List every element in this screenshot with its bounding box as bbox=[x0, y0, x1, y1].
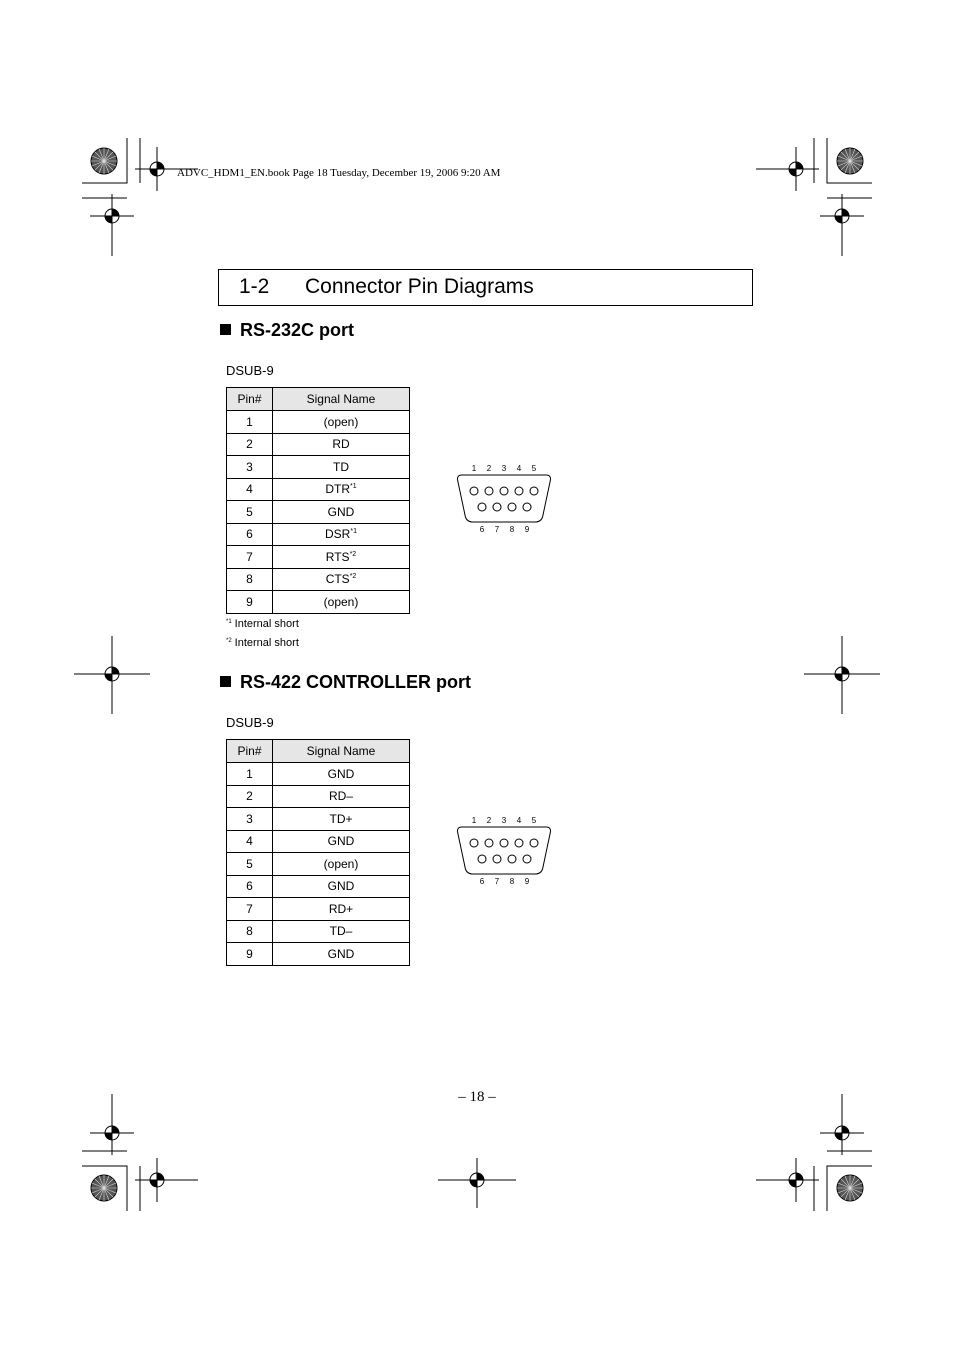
pin-hole bbox=[485, 487, 493, 495]
pin-label: 4 bbox=[516, 464, 522, 473]
signal-name: TD+ bbox=[273, 808, 410, 831]
col-header-pin: Pin# bbox=[227, 740, 273, 763]
table-row bbox=[227, 763, 410, 786]
signal-name: (open) bbox=[273, 853, 410, 876]
pin-hole bbox=[493, 855, 501, 863]
pin-number: 7 bbox=[227, 546, 273, 569]
table-row bbox=[227, 591, 410, 614]
pin-hole bbox=[470, 839, 478, 847]
pin-hole bbox=[500, 487, 508, 495]
pin-hole bbox=[523, 503, 531, 511]
page-number: – 18 – bbox=[458, 1089, 496, 1105]
connector-shell bbox=[458, 827, 551, 874]
pin-hole bbox=[508, 503, 516, 511]
signal-name: RD– bbox=[273, 785, 410, 808]
col-header-signal: Signal Name bbox=[273, 740, 410, 763]
pin-number: 5 bbox=[227, 501, 273, 524]
footnote-2: $^{*2}$ Internal short bbox=[226, 637, 299, 649]
pin-number: 1 bbox=[227, 763, 273, 786]
pin-hole bbox=[523, 855, 531, 863]
pin-number: 4 bbox=[227, 830, 273, 853]
pin-number: 8 bbox=[227, 568, 273, 591]
pin-hole bbox=[500, 839, 508, 847]
col-header-signal: Signal Name bbox=[273, 388, 410, 411]
pin-number: 5 bbox=[227, 853, 273, 876]
pin-label: 3 bbox=[501, 464, 507, 473]
rs422-dsub9-diagram bbox=[454, 814, 556, 888]
signal-name: DSR$^{*1}$ bbox=[273, 523, 410, 546]
pin-number: 3 bbox=[227, 808, 273, 831]
pin-hole bbox=[470, 487, 478, 495]
signal-name: RD bbox=[273, 433, 410, 456]
pin-number: 2 bbox=[227, 433, 273, 456]
pin-label: 9 bbox=[524, 877, 530, 886]
table-row bbox=[227, 943, 410, 966]
signal-name: (open) bbox=[273, 591, 410, 614]
signal-name: GND bbox=[273, 763, 410, 786]
table-row bbox=[227, 853, 410, 876]
pin-label: 8 bbox=[509, 877, 515, 886]
pin-label: 5 bbox=[531, 816, 537, 825]
pin-hole bbox=[530, 487, 538, 495]
table-row bbox=[227, 830, 410, 853]
table-row bbox=[227, 920, 410, 943]
pin-hole bbox=[478, 503, 486, 511]
table-row bbox=[227, 898, 410, 921]
pin-number: 6 bbox=[227, 875, 273, 898]
pin-label: 1 bbox=[471, 464, 477, 473]
table-row bbox=[227, 433, 410, 456]
table-row bbox=[227, 785, 410, 808]
pin-number: 9 bbox=[227, 943, 273, 966]
signal-name: GND bbox=[273, 501, 410, 524]
table-row bbox=[227, 875, 410, 898]
pin-hole bbox=[485, 839, 493, 847]
signal-name: TD– bbox=[273, 920, 410, 943]
table-row bbox=[227, 546, 410, 569]
footnote-1: $^{*1}$ Internal short bbox=[226, 618, 299, 630]
pin-label: 6 bbox=[479, 877, 485, 886]
square-bullet-icon bbox=[220, 676, 231, 687]
pin-label: 5 bbox=[531, 464, 537, 473]
pin-number: 2 bbox=[227, 785, 273, 808]
pin-number: 3 bbox=[227, 456, 273, 479]
rs232-dsub9-diagram bbox=[454, 462, 556, 536]
table-row bbox=[227, 568, 410, 591]
pin-number: 1 bbox=[227, 411, 273, 434]
footnote-mark: *1 bbox=[350, 528, 357, 536]
pin-label: 8 bbox=[509, 525, 515, 534]
pin-label: 1 bbox=[471, 816, 477, 825]
pin-number: 4 bbox=[227, 478, 273, 501]
signal-name: (open) bbox=[273, 411, 410, 434]
pin-label: 9 bbox=[524, 525, 530, 534]
rs232-heading: RS-232C port bbox=[220, 320, 354, 341]
signal-name: GND bbox=[273, 830, 410, 853]
table-row bbox=[227, 456, 410, 479]
signal-name: GND bbox=[273, 943, 410, 966]
pin-hole bbox=[493, 503, 501, 511]
table-row bbox=[227, 808, 410, 831]
pin-number: 8 bbox=[227, 920, 273, 943]
signal-name: GND bbox=[273, 875, 410, 898]
rs232-connector-type: DSUB-9 bbox=[226, 363, 274, 378]
pin-label: 7 bbox=[494, 877, 500, 886]
signal-name: DTR$^{*1}$ bbox=[273, 478, 410, 501]
pin-number: 9 bbox=[227, 591, 273, 614]
pin-label: 7 bbox=[494, 525, 500, 534]
pin-hole bbox=[508, 855, 516, 863]
pin-number: 6 bbox=[227, 523, 273, 546]
square-bullet-icon bbox=[220, 324, 231, 335]
connector-shell bbox=[458, 475, 551, 522]
footnote-mark: *1 bbox=[350, 483, 357, 491]
pin-hole bbox=[515, 839, 523, 847]
col-header-pin: Pin# bbox=[227, 388, 273, 411]
signal-name: RD+ bbox=[273, 898, 410, 921]
section-number: 1-2 bbox=[239, 275, 270, 298]
signal-name: CTS$^{*2}$ bbox=[273, 568, 410, 591]
pin-label: 2 bbox=[486, 816, 492, 825]
section-title: Connector Pin Diagrams bbox=[305, 275, 534, 298]
pin-label: 2 bbox=[486, 464, 492, 473]
table-row bbox=[227, 411, 410, 434]
signal-name: RTS$^{*2}$ bbox=[273, 546, 410, 569]
table-header-row bbox=[227, 388, 410, 411]
rs422-connector-type: DSUB-9 bbox=[226, 715, 274, 730]
pin-hole bbox=[530, 839, 538, 847]
signal-name: TD bbox=[273, 456, 410, 479]
footnote-mark: *2 bbox=[349, 550, 357, 558]
pin-label: 6 bbox=[479, 525, 485, 534]
table-header-row bbox=[227, 740, 410, 763]
section-title-box bbox=[218, 269, 753, 306]
rs232-pin-table bbox=[226, 387, 410, 614]
footnote-mark: *2 bbox=[349, 573, 357, 581]
pin-label: 4 bbox=[516, 816, 522, 825]
pin-label: 3 bbox=[501, 816, 507, 825]
rs422-heading: RS-422 CONTROLLER port bbox=[220, 672, 471, 693]
table-row bbox=[227, 478, 410, 501]
book-info: ADVC_HDM1_EN.book Page 18 Tuesday, December 19, 2006 9:20 AM bbox=[177, 167, 501, 179]
pin-hole bbox=[515, 487, 523, 495]
rs422-pin-table bbox=[226, 739, 410, 966]
pin-hole bbox=[478, 855, 486, 863]
pin-number: 7 bbox=[227, 898, 273, 921]
table-row bbox=[227, 501, 410, 524]
table-row bbox=[227, 523, 410, 546]
